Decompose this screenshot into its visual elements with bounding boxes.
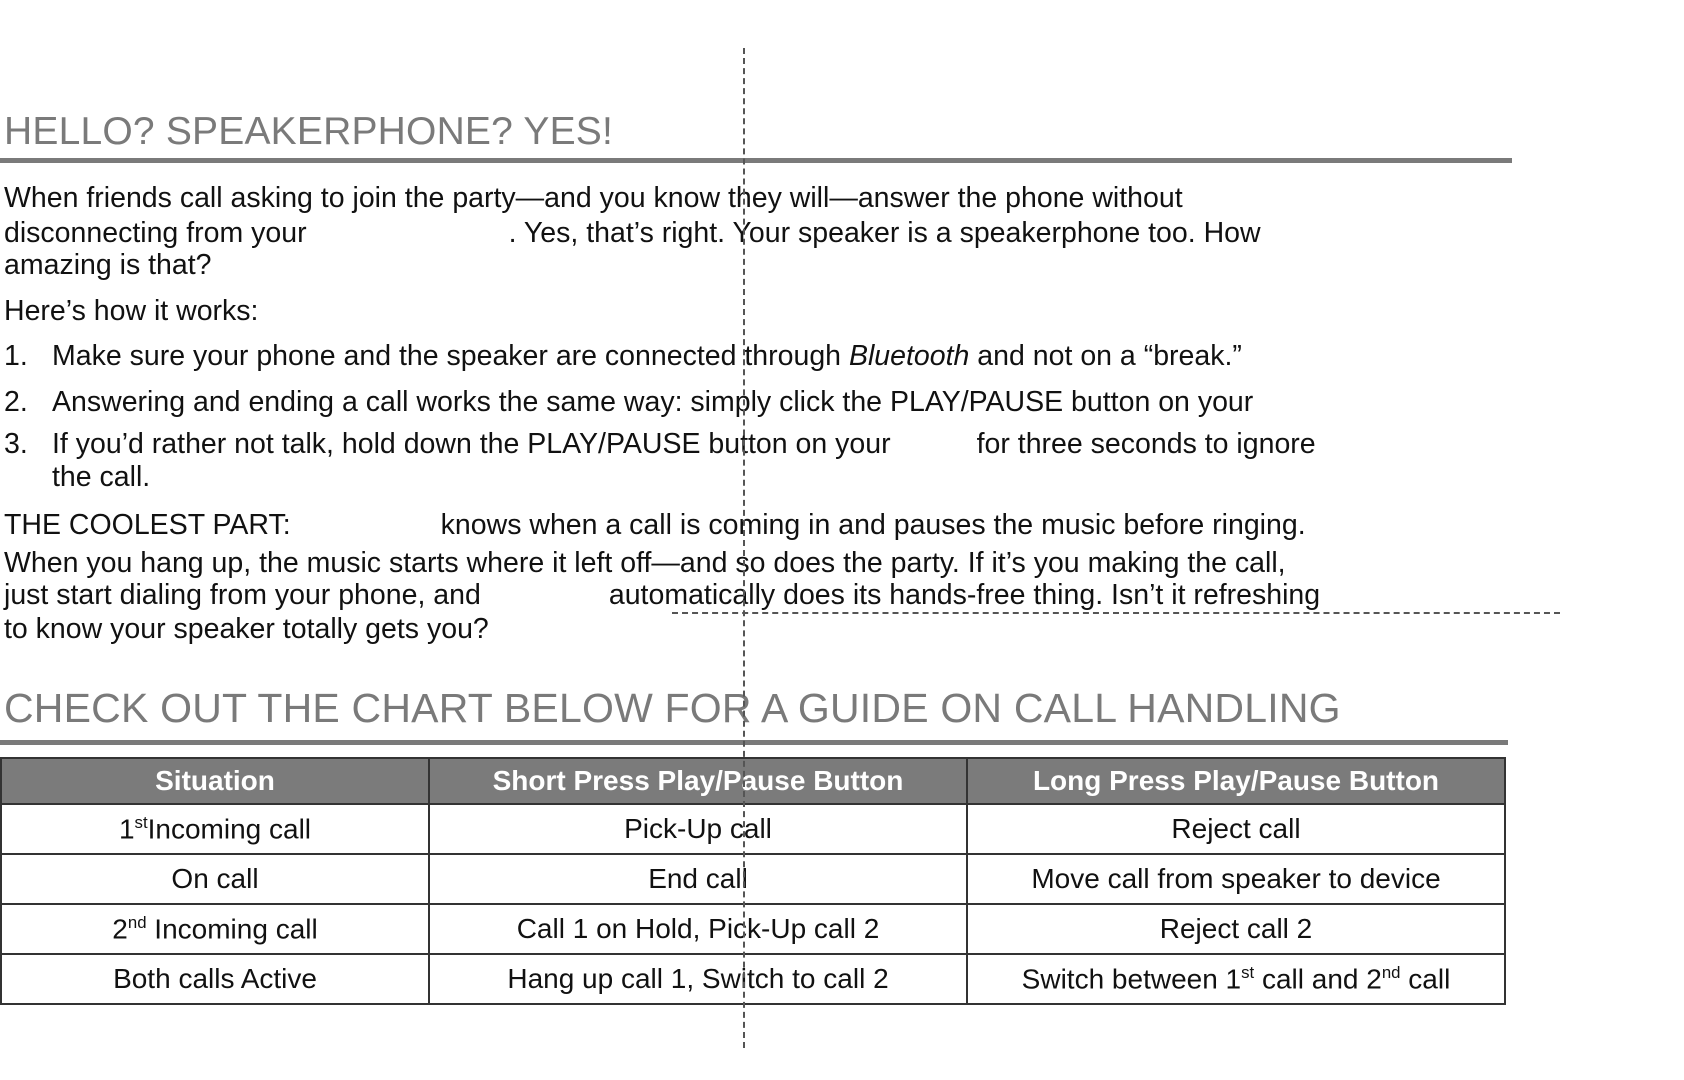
cell-text: call	[1400, 963, 1451, 995]
paragraph-text: just start dialing from your phone, and	[4, 579, 481, 611]
table-row	[1, 904, 1505, 954]
long-press-cell: Move call from speaker to device	[967, 854, 1505, 904]
step-text	[52, 339, 1242, 373]
vertical-fold-guide	[743, 48, 745, 1048]
table-row	[1, 804, 1505, 854]
ordinal-number: 1	[118, 813, 135, 845]
paragraph-line: When friends call asking to join the party—and you know they will—answer the phone without	[4, 182, 1183, 214]
step-number: 2.	[4, 386, 28, 418]
paragraph-line	[4, 216, 1261, 250]
ordinal-suffix: st	[134, 812, 148, 832]
ordinal-number: 2	[112, 913, 128, 945]
heading-rule	[0, 740, 1508, 745]
step-number: 3.	[4, 428, 28, 460]
step-text: Answering and ending a call works the same way: simply click the PLAY/PAUSE button on your	[52, 386, 1254, 418]
call-handling-table	[0, 757, 1506, 1005]
ordinal-suffix: st	[1241, 962, 1255, 982]
situation-text: Incoming call	[147, 813, 312, 845]
paragraph-text: . Yes, that’s right. Your speaker is a speakerphone too. How	[508, 217, 1261, 249]
section-heading-chart-guide: CHECK OUT THE CHART BELOW FOR A GUIDE ON CALL HANDLING	[4, 685, 1341, 731]
ordinal-suffix: nd	[127, 912, 147, 932]
column-header-short-press: Short Press Play/Pause Button	[429, 758, 967, 804]
long-press-cell: Reject call	[967, 804, 1505, 854]
column-header-long-press: Long Press Play/Pause Button	[967, 758, 1505, 804]
paragraph-text: disconnecting from your	[4, 217, 307, 249]
step-text-part: Make sure your phone and the speaker are connected through	[52, 340, 849, 372]
section-heading-speakerphone: HELLO? SPEAKERPHONE? YES!	[4, 110, 614, 153]
step-number: 1.	[4, 340, 28, 372]
column-header-situation: Situation	[1, 758, 429, 804]
table-row	[1, 854, 1505, 904]
table-header-row	[1, 758, 1505, 804]
cell-text: Switch between 1	[1021, 963, 1242, 995]
paragraph-text: knows when a call is coming in and pauses the music before ringing.	[440, 509, 1306, 541]
paragraph-line: When you hang up, the music starts where it left off—and so does the party. If it’s you making the call,	[4, 547, 1286, 579]
step-text-continued: the call.	[52, 461, 151, 493]
short-press-cell: Pick-Up call	[429, 804, 967, 854]
cell-text: call and 2	[1254, 963, 1382, 995]
short-press-cell: Call 1 on Hold, Pick-Up call 2	[429, 904, 967, 954]
bluetooth-term: Bluetooth	[848, 340, 970, 372]
short-press-cell: End call	[429, 854, 967, 904]
how-it-works-intro: Here’s how it works:	[4, 295, 259, 327]
step-text-part: for three seconds to ignore	[976, 428, 1316, 460]
coolest-part-label: THE COOLEST PART:	[4, 509, 291, 541]
situation-text: Incoming call	[146, 913, 318, 945]
ordinal-suffix: nd	[1381, 962, 1401, 982]
short-press-cell: Hang up call 1, Switch to call 2	[429, 954, 967, 1004]
horizontal-fold-guide	[672, 612, 1560, 614]
heading-rule	[0, 158, 1512, 163]
step-text-part: If you’d rather not talk, hold down the PLAY/PAUSE button on your	[52, 428, 891, 460]
step-text	[52, 427, 1316, 461]
paragraph-text: automatically does its hands-free thing. Isn’t it refreshing	[608, 579, 1321, 611]
table-row	[1, 954, 1505, 1004]
paragraph-line: to know your speaker totally gets you?	[4, 613, 489, 645]
situation-cell	[1, 804, 429, 854]
situation-cell: On call	[1, 854, 429, 904]
step-text-part: and not on a “break.”	[969, 340, 1242, 372]
long-press-cell	[967, 954, 1505, 1004]
long-press-cell: Reject call 2	[967, 904, 1505, 954]
paragraph-line: amazing is that?	[4, 249, 212, 281]
situation-cell: Both calls Active	[1, 954, 429, 1004]
situation-cell	[1, 904, 429, 954]
paragraph-line	[4, 508, 1306, 542]
paragraph-line	[4, 578, 1320, 612]
